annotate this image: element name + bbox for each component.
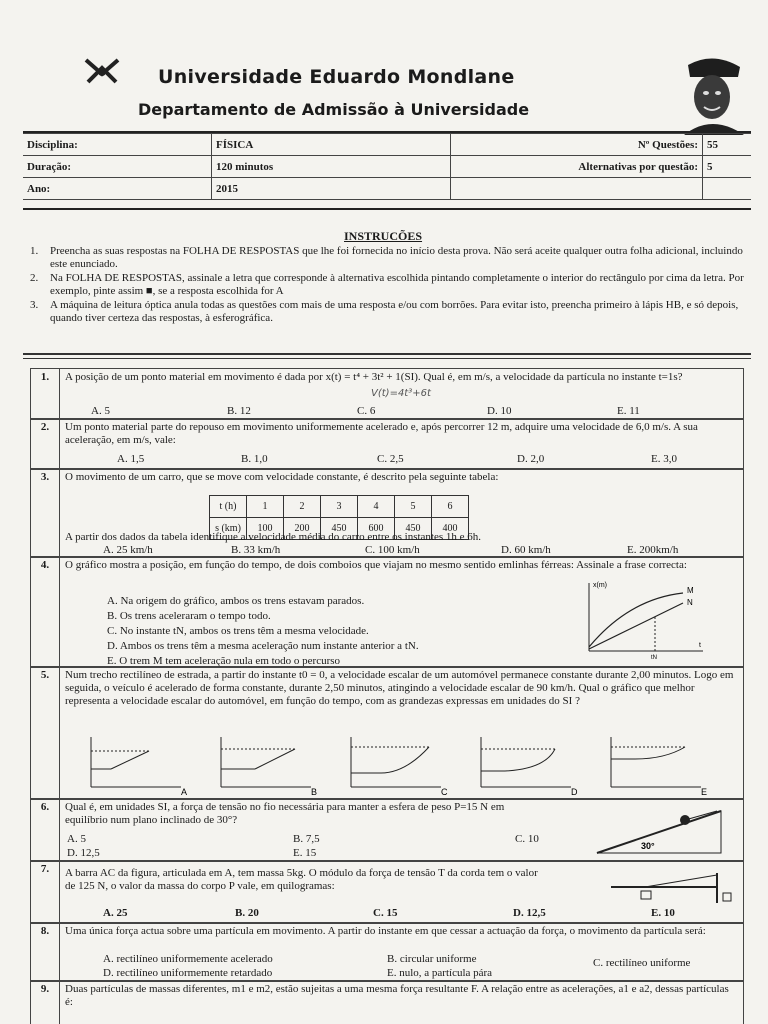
svg-text:B: B [311, 787, 318, 797]
option-c[interactable]: C. 100 km/h [365, 544, 420, 556]
axis-y-label: x(m) [593, 582, 607, 589]
option-d[interactable]: D. 10 [487, 405, 512, 417]
section-rule-thin [23, 358, 751, 359]
duracao-label: Duração: [23, 156, 212, 178]
option-c[interactable]: C. rectilíneo uniforme [593, 957, 691, 969]
question-text: Qual é, em unidades SI, a força de tensão no fio necessária para manter a esfera de peso P=15 N em equilíbrio num plano inclinado de 30°? [65, 801, 505, 826]
option-b[interactable]: B. circular uniforme [387, 953, 477, 965]
option-d[interactable]: D. Ambos os trens têm a mesma aceleração num instante anterior a tN. [107, 640, 419, 652]
question-5 [30, 666, 744, 800]
velocity-graphs-row [75, 733, 735, 797]
line-n [589, 603, 683, 649]
option-a[interactable]: A. 5 [67, 833, 86, 845]
option-d[interactable]: D. 60 km/h [501, 544, 551, 556]
svg-text:D: D [571, 787, 578, 797]
instruction-item: 2. Na FOLHA DE RESPOSTAS, assinale a letra que corresponde à alternativa escolhida pintando completamente o interior do rectângulo por cima da letra. Por exemplo, pinte assim ■, se a resposta escolhida for A [30, 272, 744, 297]
alternativas-label: Alternativas por questão: [451, 156, 703, 178]
exam-info-table [23, 133, 751, 200]
option-c[interactable]: C. No instante tN, ambos os trens têm a mesma velocidade. [107, 625, 369, 637]
question-1 [30, 368, 744, 420]
option-b[interactable]: B. 1,0 [241, 453, 268, 465]
ano-value: 2015 [212, 178, 451, 200]
svg-text:C: C [441, 787, 448, 797]
option-a[interactable]: A. 1,5 [117, 453, 145, 465]
angle-label: 30° [641, 841, 655, 851]
question-text: Uma única força actua sobre uma partícula em movimento. A partir do instante em que cessar a actuação da força, o movimento da partícula será: [65, 925, 706, 937]
graph-b [221, 737, 317, 797]
option-a[interactable]: A. 5 [91, 405, 110, 417]
university-logo [82, 52, 122, 92]
curve-m [589, 593, 683, 647]
option-d[interactable]: D. 2,0 [517, 453, 545, 465]
question-9 [30, 980, 744, 1024]
question-text-2: A partir dos dados da tabela identifique a velocidade média do carro entre os instantes 1h e 6h. [65, 531, 482, 543]
question-2 [30, 418, 744, 470]
question-3 [30, 468, 744, 558]
question-text: O movimento de um carro, que se move com velocidade constante, é descrito pela seguinte tabela: [65, 471, 499, 483]
question-number: 3. [31, 469, 60, 557]
question-text: Num trecho rectilíneo de estrada, a partir do instante t0 = 0, a velocidade escalar de um automóvel permanece constante durante 2,00 minutos. Logo em seguida, o veículo é acelerado de forma constante, durante 2,50 minutos, atingindo a velocidade escalar de 90 km/h. Qual o gráfico que melhor representa a velocidade escalar do automóvel, em função do tempo, com as grandezas expressas em unidades do SI ? [65, 669, 734, 707]
graph-c [351, 737, 448, 797]
svg-text:A: A [181, 787, 188, 797]
option-e[interactable]: E. 10 [651, 907, 675, 919]
handwritten-note: V(t)=4t³+6t [371, 388, 431, 399]
option-c[interactable]: C. 6 [357, 405, 376, 417]
option-a[interactable]: A. Na origem do gráfico, ambos os trens estavam parados. [107, 595, 365, 607]
option-b[interactable]: B. 33 km/h [231, 544, 281, 556]
question-number: 8. [31, 923, 60, 981]
option-a[interactable]: A. 25 [103, 907, 128, 919]
option-e[interactable]: E. 15 [293, 847, 317, 859]
info-bottom-rule [23, 208, 751, 210]
data-table: t (h) 1 2 3 4 5 6 s (km) 100 200 450 600 450 400 [209, 495, 469, 540]
option-b[interactable]: B. Os trens aceleraram o tempo todo. [107, 610, 271, 622]
question-number: 7. [31, 861, 60, 923]
option-e[interactable]: E. 3,0 [651, 453, 677, 465]
option-b[interactable]: B. 20 [235, 907, 259, 919]
option-e[interactable]: E. nulo, a partícula pára [387, 967, 493, 979]
graph-a [91, 737, 187, 797]
question-7 [30, 860, 744, 924]
inclined-plane-figure [591, 803, 731, 857]
question-text: Duas partículas de massas diferentes, m1 e m2, estão sujeitas a uma mesma força resultante F. A relação entre as acelerações, a1 e a2, dessas partículas é: [65, 983, 729, 1008]
question-number: 6. [31, 799, 60, 861]
question-number: 4. [31, 557, 60, 667]
series-m-label: M [687, 586, 694, 595]
question-text: A barra AC da figura, articulada em A, tem massa 5kg. O módulo da força de tensão T da corda tem o valor de 125 N, o valor da massa do corpo P vale, em quilogramas: [65, 867, 538, 892]
nquestoes-label: Nº Questões: [451, 134, 703, 156]
option-a[interactable]: A. 25 km/h [103, 544, 153, 556]
bar-figure [605, 869, 737, 909]
question-8 [30, 922, 744, 982]
table-row-label: s (km) [210, 518, 247, 540]
nquestoes-value: 55 [703, 134, 752, 156]
question-number: 9. [31, 981, 60, 1024]
graph-e [611, 737, 707, 797]
duracao-value: 120 minutos [212, 156, 451, 178]
option-a[interactable]: A. rectilíneo uniformemente acelerado [103, 953, 273, 965]
question-text: O gráfico mostra a posição, em função do tempo, de dois comboios que viajam no mesmo sentido emlinhas férreas: Assinale a frase correcta: [65, 559, 687, 571]
option-b[interactable]: B. 12 [227, 405, 251, 417]
instruction-item: 1. Preencha as suas respostas na FOLHA DE RESPOSTAS que lhe foi fornecida no início desta prova. Não será aceite qualquer outra folha adicional, incluindo este enunciado. [30, 245, 743, 270]
option-c[interactable]: C. 10 [515, 833, 539, 845]
question-number: 2. [31, 419, 60, 469]
series-n-label: N [687, 598, 693, 607]
question-4 [30, 556, 744, 668]
ano-label: Ano: [23, 178, 212, 200]
alternativas-value: 5 [703, 156, 752, 178]
instructions-list [30, 245, 752, 326]
position-time-graph [579, 579, 709, 659]
option-e[interactable]: E. 11 [617, 405, 640, 417]
tn-label: tN [651, 655, 657, 659]
svg-text:E: E [701, 787, 708, 797]
disciplina-label: Disciplina: [23, 134, 212, 156]
department-name: Departamento de Admissão à Universidade [138, 100, 530, 119]
instruction-item: 3. A máquina de leitura óptica anula todas as questões com mais de uma resposta e/ou com borrões. Para evitar isto, preencha primeiro à lápis HB, e só depois, quando tiver certeza das respostas, à esferográfica. [30, 299, 739, 324]
question-number: 5. [31, 667, 60, 799]
question-number: 1. [31, 369, 60, 419]
option-c[interactable]: C. 2,5 [377, 453, 404, 465]
university-name: Universidade Eduardo Mondlane [158, 66, 515, 88]
option-d[interactable]: D. rectilíneo uniformemente retardado [103, 967, 273, 979]
option-d[interactable]: D. 12,5 [67, 847, 100, 859]
option-e[interactable]: E. O trem M tem aceleração nula em todo o percurso [107, 655, 341, 667]
graph-d [481, 737, 578, 797]
question-6 [30, 798, 744, 862]
option-d[interactable]: D. 12,5 [513, 907, 546, 919]
option-c[interactable]: C. 15 [373, 907, 398, 919]
question-text: A posição de um ponto material em movimento é dada por x(t) = t⁴ + 3t² + 1(SI). Qual é, em m/s, a velocidade da partícula no instante t=1s? [65, 371, 683, 383]
question-text: Um ponto material parte do repouso em movimento uniformemente acelerado e, após percorrer 12 m, adquire uma velocidade de 6,0 m/s. A sua aceleração, em m/s, vale: [65, 421, 698, 446]
axis-x-label: t [699, 642, 701, 649]
disciplina-value: FÍSICA [212, 134, 451, 156]
portrait-image [678, 55, 748, 135]
table-row-label: t (h) [210, 496, 247, 518]
instructions-title: INSTRUCÕES [344, 229, 423, 243]
option-b[interactable]: B. 7,5 [293, 833, 320, 845]
section-rule [23, 353, 751, 355]
option-e[interactable]: E. 200km/h [627, 544, 679, 556]
